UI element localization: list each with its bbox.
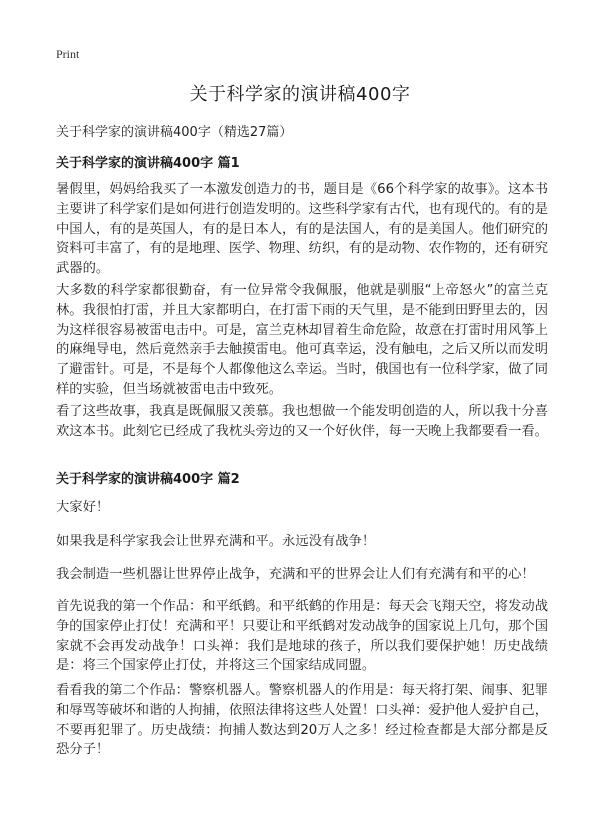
section-heading-1: 关于科学家的演讲稿400字 篇1 (56, 156, 240, 171)
document-subtitle: 关于科学家的演讲稿400字（精选27篇） (56, 125, 293, 140)
section-heading-2: 关于科学家的演讲稿400字 篇2 (56, 472, 240, 487)
section-2-paragraph-1: 大家好！ (56, 500, 110, 515)
section-1-paragraph-2: 大多数的科学家都很勤奋，有一位异常令我佩服，他就是驯服“上帝怒火”的富兰克林。我很怕打雷，并且大家都明白，在打雷下雨的天气里，是不能到田野里去的，因为这样很容易被雷电击中。可是，富兰克林却冒着生命危险，故意在打雷时用风筝上的麻绳导电，然后竟然亲手去触摸雷电。他可真幸运，没有触电，之后又所以而发明了避雷针。可是，不是每个人都像他这么幸运。当时，俄国也有一位科学家，做了同样的实验，但当场就被雷电击中致死。 (56, 283, 548, 397)
print-label: Print (56, 47, 80, 61)
section-2-paragraph-2: 如果我是科学家我会让世界充满和平。永远没有战争！ (56, 534, 376, 549)
section-1-paragraph-3: 看了这些故事，我真是既佩服又羡慕。我也想做一个能发明创造的人，所以我十分喜欢这本书。此刻它已经成了我枕头旁边的又一个好伙伴，每一天晚上我都要看一看。 (56, 404, 548, 439)
section-2-paragraph-3: 我会制造一些机器让世界停止战争，充满和平的世界会让人们有充满有和平的心！ (56, 567, 535, 582)
page-title: 关于科学家的演讲稿400字 (189, 84, 411, 105)
section-1-paragraph-1: 暑假里，妈妈给我买了一本激发创造力的书，题目是《66个科学家的故事》。这本书主要讲了科学家们是如何进行创造发明的。这些科学家有古代，也有现代的。有的是中国人，有的是英国人，有的是日本人，有的是法国人，有的是美国人。他们研究的资料可丰富了，有的是地理、医学、物理、纺织，有的是动物、农作物的，还有研究武器的。 (56, 182, 548, 277)
section-2-paragraph-5: 看看我的第二个作品：警察机器人。警察机器人的作用是：每天将打架、闹事、犯罪和辱骂等破坏和谐的人拘捕，依照法律将这些人处置！口头禅：爱护他人爱护自己，不要再犯罪了。历史战绩：拘捕人数达到20万人之多！经过检查都是大部分都是反恐分子！ (56, 683, 548, 758)
section-2-paragraph-4: 首先说我的第一个作品：和平纸鹤。和平纸鹤的作用是：每天会飞翔天空，将发动战争的国家停止打仗！充满和平！只要让和平纸鹤对发动战争的国家说上几句，那个国家就不会再发动战争！口头禅：我们是地球的孩子，所以我们要保护她！历史战绩是：将三个国家停止打仗，并将这三个国家结成同盟。 (56, 599, 548, 674)
